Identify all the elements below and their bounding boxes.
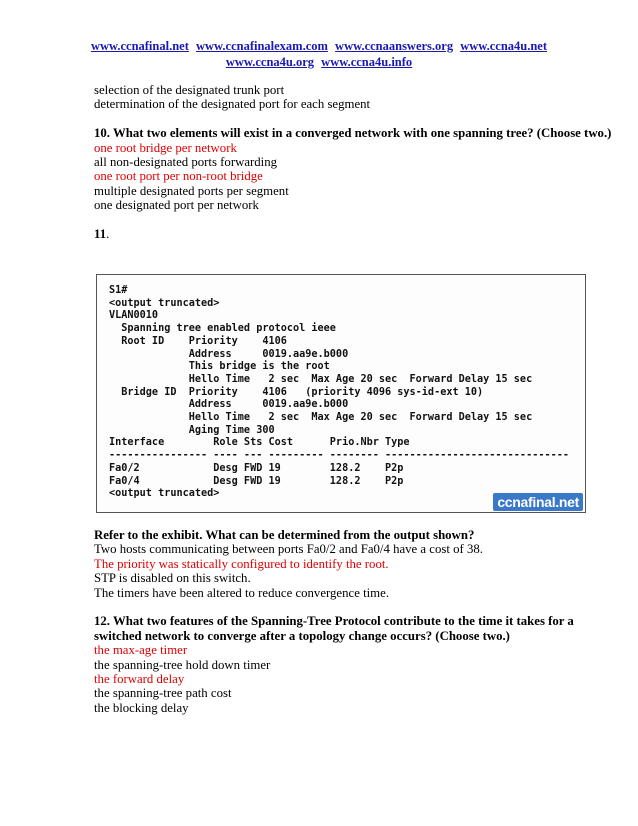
answer-option: multiple designated ports per segment <box>94 183 289 198</box>
cli-line: Fa0/4 Desg FWD 19 128.2 P2p <box>109 475 404 487</box>
correct-answer: the forward delay <box>94 672 185 687</box>
correct-answer: The priority was statically configured to identify the root. <box>94 556 389 571</box>
header-link[interactable]: www.ccna4u.org <box>225 55 315 69</box>
question-11-text: Refer to the exhibit. What can be determined from the output shown? <box>94 528 475 542</box>
cli-line: Address 0019.aa9e.b000 <box>109 348 349 360</box>
question-10 <box>94 126 614 140</box>
answer-option: The timers have been altered to reduce convergence time. <box>94 585 390 600</box>
cli-line: This bridge is the root <box>109 361 330 373</box>
document-body-lower <box>94 528 614 715</box>
correct-answer: one root port per non-root bridge <box>94 169 263 184</box>
header-link[interactable]: www.ccnaanswers.org <box>335 39 454 53</box>
answer-option: all non-designated ports forwarding <box>94 155 278 170</box>
cli-line: Spanning tree enabled protocol ieee <box>109 323 336 335</box>
answer-option: determination of the designated port for each segment <box>94 97 371 112</box>
correct-answer: one root bridge per network <box>94 140 237 155</box>
answer-option: the spanning-tree path cost <box>94 686 232 701</box>
cli-line: Address 0019.aa9e.b000 <box>109 399 349 411</box>
header-links <box>0 38 638 70</box>
cli-line: Hello Time 2 sec Max Age 20 sec Forward Delay 15 sec <box>109 373 533 385</box>
cli-line: Aging Time 300 <box>109 424 275 436</box>
header-row-2 <box>0 54 638 70</box>
cli-line: Fa0/2 Desg FWD 19 128.2 P2p <box>109 462 404 474</box>
correct-answer: the max-age timer <box>94 643 188 658</box>
cli-line: Interface Role Sts Cost Prio.Nbr Type <box>109 437 410 449</box>
header-link[interactable]: www.ccnafinal.net <box>90 39 189 53</box>
answer-option: one designated port per network <box>94 198 259 213</box>
cli-line: <output truncated> <box>109 488 220 500</box>
cli-line: Bridge ID Priority 4106 (priority 4096 sys-id-ext 10) <box>109 386 484 398</box>
header-row-1 <box>0 38 638 54</box>
answer-option: the blocking delay <box>94 700 189 715</box>
answer-option: the spanning-tree hold down timer <box>94 657 271 672</box>
question-number: 10 <box>94 126 107 141</box>
question-number: 12 <box>94 614 107 629</box>
exhibit-image <box>96 274 586 513</box>
cli-line: <output truncated> <box>109 297 220 309</box>
cli-line: VLAN0010 <box>109 310 159 322</box>
header-link[interactable]: www.ccnafinalexam.com <box>196 39 328 53</box>
header-link[interactable]: www.ccna4u.info <box>321 55 413 69</box>
answer-option: selection of the designated trunk port <box>94 83 285 97</box>
cli-line: Hello Time 2 sec Max Age 20 sec Forward Delay 15 sec <box>109 412 533 424</box>
document-body <box>94 83 614 241</box>
cli-output <box>97 275 585 501</box>
cli-line: ---------------- ---- --- --------- -------- ------------------------------ <box>109 450 570 462</box>
header-link[interactable]: www.ccna4u.net <box>460 39 548 53</box>
question-text: . What two elements will exist in a converged network with one spanning tree? (Choose two.) <box>106 126 612 141</box>
answer-option: STP is disabled on this switch. <box>94 571 251 586</box>
cli-line: S1# <box>109 285 128 296</box>
question-12 <box>94 614 614 643</box>
question-text: . What two features of the Spanning-Tree Protocol contribute to the time it takes for a switched network to converge after a topology change occurs? (Choose two.) <box>94 614 574 643</box>
watermark-logo: ccnafinal.net <box>493 493 583 511</box>
answer-option: Two hosts communicating between ports Fa0/2 and Fa0/4 have a cost of 38. <box>94 542 483 557</box>
cli-line: Root ID Priority 4106 <box>109 335 287 347</box>
question-11-number: 11. <box>94 227 110 242</box>
